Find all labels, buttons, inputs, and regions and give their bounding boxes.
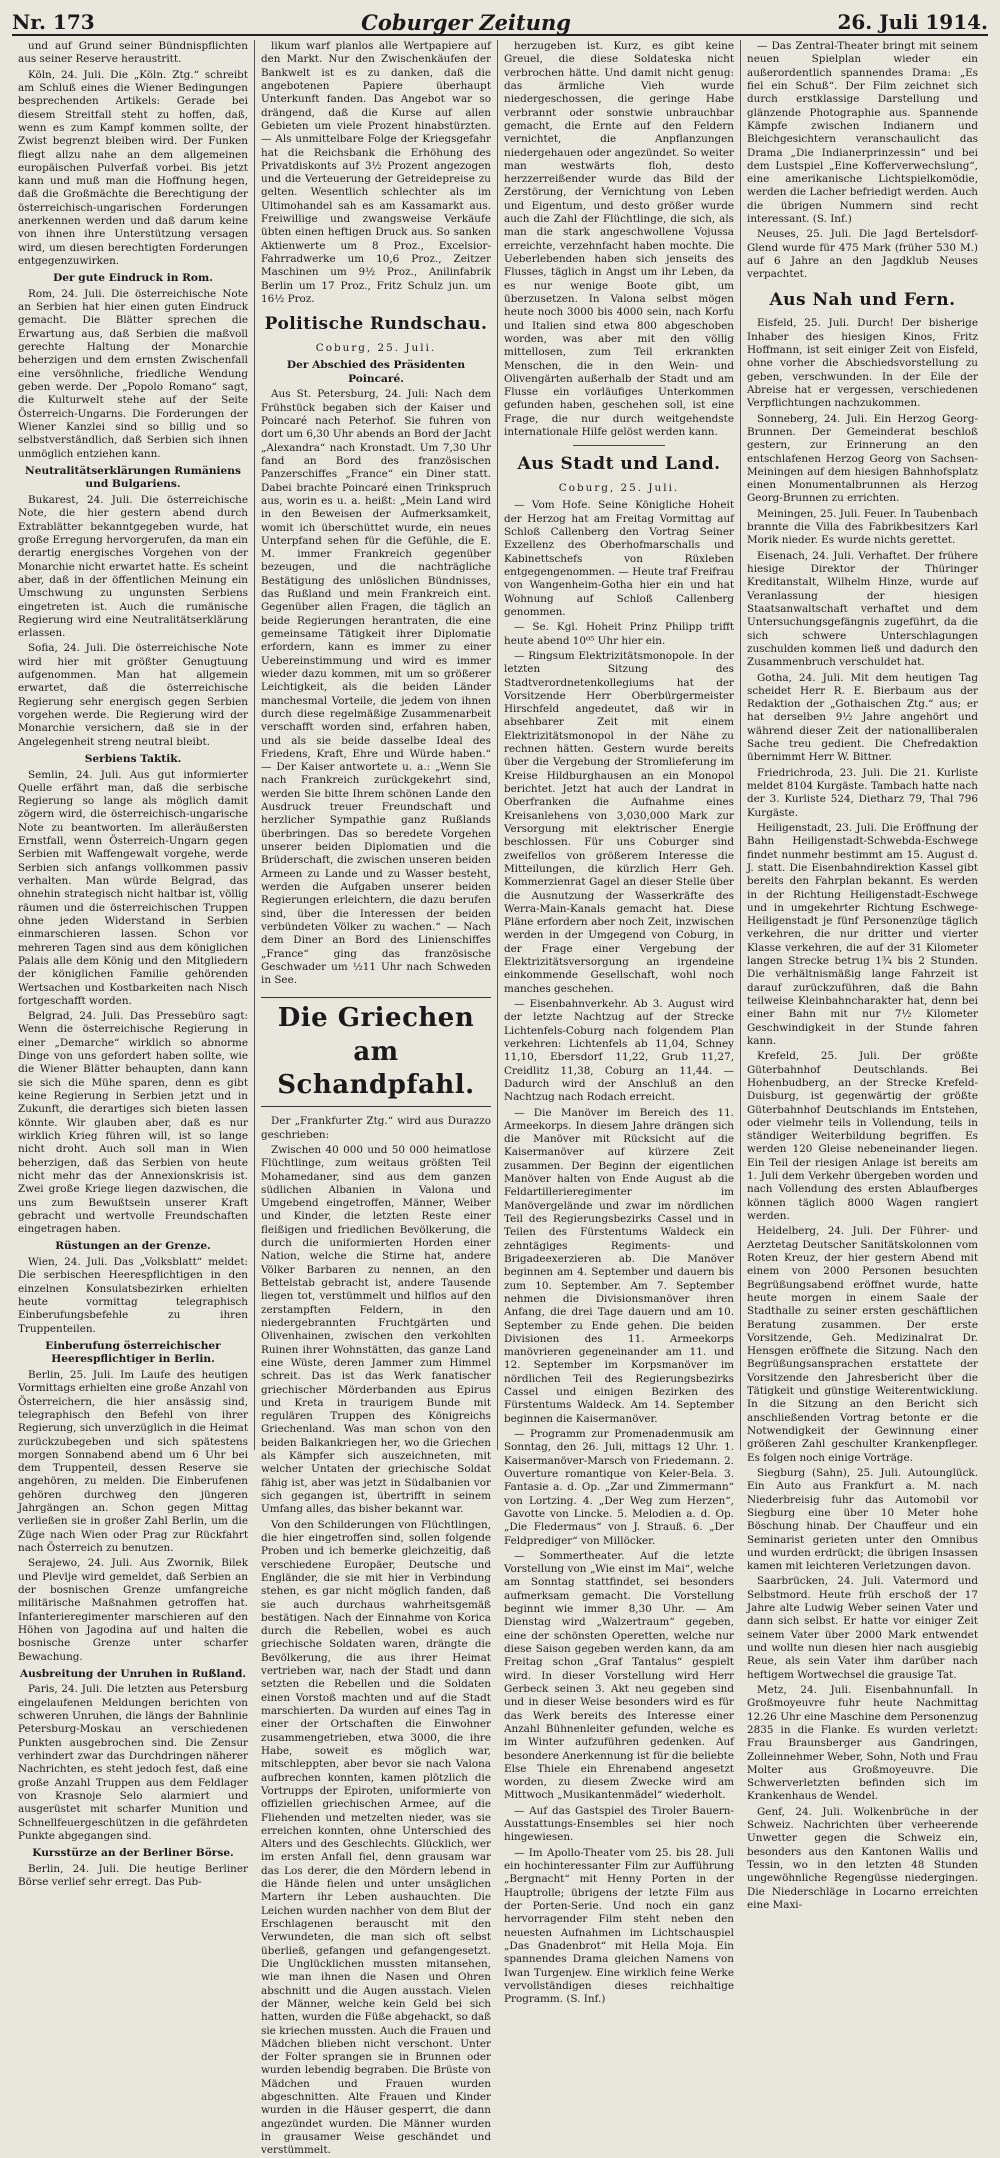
column-2 [255,40,498,2157]
major-headline: Die Griechen am Schandpfahl. [261,997,491,1107]
article-paragraph: Aus St. Petersburg, 24. Juli: Nach dem Frühstück begaben sich der Kaiser und Poincaré nach Peterhof. Sie fuhren von dort um 6,30 Uhr abends an Bord der Jacht „Alexandra“ nach Kronstadt. Um 7,30 Uhr fand an Bord des französischen Panzerschiffes „France“ ein Diner statt. Dabei brachte Poincaré einen Trinkspruch aus, worin es u. a. heißt: „Mein Land wird in den Beweisen der Aufmerksamkeit, womit ich überschüttet wurde, ein neues Unterpfand sehen für die Gefühle, die E. M. immer Frankreich gegenüber bezeugen, und die nachträgliche Bestätigung des unlöslichen Bündnisses, das Rußland und mein Frankreich eint. Gegenüber allen Fragen, die täglich an beide Regierungen herantraten, die eine gemeinsame Tätigkeit ihrer Diplomatie erfordern, kann es immer zu einer Uebereinstimmung und wird es immer wieder dazu kommen, mit um so größerer Leichtigkeit, als die beiden Länder manchesmal Vorteile, die jedem von ihnen durch diese regelmäßige Zusammenarbeit verschafft worden sind, erfahren haben, und als sie beide dasselbe Ideal des Friedens, Kraft, Ehre und Würde haben.“ — Der Kaiser antwortete u. a.: „Wenn Sie nach Frankreich zurückgekehrt sind, werden Sie bitte Ihrem schönen Lande den Ausdruck treuer Freundschaft und herzlicher Sympathie ganz Rußlands überbringen. Das so beredete Vorgehen unserer beiden Diplomatien und die Brüderschaft, die zwischen unseren beiden Armeen zu Lande und zu Wasser besteht, werden die Aufgaben unserer beiden Regierungen erleichtern, die dazu berufen sind, über die Interessen der beiden verbündeten Völker zu wachen.“ — Nach dem Diner an Bord des Linienschiffes „France“ ging das französische Geschwader um ½11 Uhr nach Schweden in See. [261,388,491,987]
column-container [12,40,988,2157]
article-paragraph: Gotha, 24. Juli. Mit dem heutigen Tag scheidet Herr R. E. Bierbaum aus der Redaktion der „Gothaischen Ztg.“ aus; er hat derselben 9½ Jahre angehört und während dieser Zeit der nationalliberalen Sache treu gedient. Die Chefredaktion übernimmt Herr W. Bittner. [747,671,978,764]
article-paragraph: Belgrad, 24. Juli. Das Pressebüro sagt: Wenn die österreichische Regierung in einer „Demarche“ wirklich so abnorme Dinge von uns gefordert haben sollte, wie die Wiener Blätter behaupten, dann kann sie sich die Mühe sparen, denn es gibt keine Regierung in Serbien jetzt und in Zukunft, die derartiges sich bieten lassen könnte. Wir glauben aber, daß es nur wirklich Krieg führen will, ist so lange nicht droht. Auch soll man in Wien beherzigen, daß das Serbien von heute nicht mehr das der Annexionskrisis ist. Zwei große Kriege liegen dazwischen, die uns zum Bewußtsein unserer Kraft gebracht und wertvolle Freundschaften eingetragen haben. [18,1010,248,1236]
article-paragraph: Sofia, 24. Juli. Die österreichische Note wird hier mit größter Genugtuung aufgenommen. Man hat allgemein erwartet, daß die österreichische Regierung sehr energisch gegen Serbien vorgehen werde. Die Regierung wird der Monarchie versichern, daß sie in der Angelegenheit streng neutral bleibt. [18,642,248,748]
newspaper-title: Coburger Zeitung [361,9,571,35]
section-heading: Aus Nah und Fern. [769,289,956,310]
section-heading: Aus Stadt und Land. [517,454,721,475]
article-paragraph: Heidelberg, 24. Juli. Der Führer- und Aerztetag Deutscher Sanitätskolonnen vom Roten Kreuz, der hier gestern Abend mit einem von 2000 Personen besuchten Begrüßungsabend eröffnet wurde, hatte heute morgen in einem Saale der Stadthalle zu seiner ersten geschäftlichen Beratung zusammen. Der erste Vorsitzende, Geh. Medizinalrat Dr. Hensgen eröffnete die Sitzung. Nach den Begrüßungsansprachen erstattete der Vorsitzende den Jahresbericht über die Tätigkeit und günstige Weiterentwicklung. In die Sitzung an den Bericht sich anschließenden Vortrag betonte er die Notwendigkeit der Gewinnung einer größeren Zahl geschulter Krankenpfleger. Es folgen noch einige Vorträge. [747,1225,978,1464]
section-heading: Politische Rundschau. [264,314,488,335]
article-paragraph: Bukarest, 24. Juli. Die österreichische Note, die hier gestern abend durch Extrablätter bekanntgegeben wurde, hat große Erregung hervorgerufen, da man ein derartig energisches Vorgehen von der Monarchie nicht erwartet hatte. Es scheint aber, daß in der öffentlichen Meinung ein Umschwung zu ungunsten Serbiens eingetreten ist. Auch die rumänische Regierung wird eine Neutralitätserklärung erlassen. [18,494,248,640]
article-paragraph: — Vom Hofe. Seine Königliche Hoheit der Herzog hat am Freitag Vormittag auf Schloß Callenberg den Vortrag Seiner Exzellenz des Oberhofmarschalls und Kabinettschefs von Rüxleben entgegengenommen. — Heute traf Freifrau von Wangenheim-Gotha hier ein und hat Wohnung auf Schloß Callenberg genommen. [504,499,734,618]
article-heading: Der Abschied des Präsidenten Poincaré. [286,359,466,385]
article-paragraph: herzugeben ist. Kurz, es gibt keine Greuel, die diese Soldateska nicht verbrochen hätte. Und damit nicht genug: das ärmliche Vieh wurde niedergeschossen, die geringe Habe verbrannt oder sonstwie unbrauchbar gemacht, die Ernte auf den Feldern vernichtet, die Anpflanzungen niedergehauen oder angezündet. So weiter man westwärts floh, desto herzzerreißender wurde das Bild der Zerstörung, der Vernichtung von Leben und Eigentum, und desto größer wurde auch die Zahl der Flüchtlinge, die sich, als man die stark angeschwollene Vojussa erreichte, verzehnfacht haben mochte. Die Ueberlebenden haben sich jenseits des Flusses, täglich in Angst um ihr Leben, da es nur wenige Boote gibt, um überzusetzen. In Valona selbst mögen heute noch 3000 bis 4000 sein, nach Korfu und Italien sind etwa 800 abgeschoben worden, was aber mit den völlig mittellosen, zum Teil erkrankten Menschen, die in den Wein- und Olivengärten außerhalb der Stadt und am Flusse ein vorläufiges Unterkommen gefunden haben, geschehen soll, ist eine Frage, die nur durch weitgehendste internationale Hilfe gelöst werden kann. [504,40,734,439]
article-paragraph: — Im Apollo-Theater vom 25. bis 28. Juli ein hochinteressanter Film zur Aufführung „Bergnacht“ mit Henny Porten in der Hauptrolle; übrigens der letzte Film aus der Porten-Serie. Und noch ein ganz hervorragender Film steht neben den neuesten Aufnahmen im Lichtschauspiel „Das Gnadenbrot“ mit Hella Moja. Ein spannendes Drama gleichen Namens von Iwan Turgenjew. Eine wirklich feine Werke vervollständigen dieses reichhaltige Programm. (S. Inf.) [504,1846,734,2006]
column-4 [741,40,984,1911]
article-paragraph: Metz, 24. Juli. Eisenbahnunfall. In Großmoyeuvre fuhr heute Nachmittag 12.26 Uhr eine Maschine dem Personenzug 2835 in die Flanke. Es wurden verletzt: Frau Braunsberger aus Gandringen, Zolleinnehmer Weber, Sohn, Noth und Frau Molter aus Großmoyeuvre. Die Schwerverletzten befinden sich im Krankenhaus de Wendel. [747,1683,978,1803]
article-heading: Rüstungen an der Grenze. [55,1240,211,1253]
article-heading: Ausbreitung der Unruhen in Rußland. [19,1667,247,1680]
article-paragraph: Eisfeld, 25. Juli. Durch! Der bisherige Inhaber des hiesigen Kinos, Fritz Hoffmann, ist seit einiger Zeit von Eisfeld, ohne vorher die Abschiedsvorstellung zu geben, verschwunden. In der Eile der Abreise hat er vergessen, verschiedenen Verpflichtungen nachzukommen. [747,317,978,410]
column-3 [498,40,741,2006]
article-paragraph: Heiligenstadt, 23. Juli. Die Eröffnung der Bahn Heiligenstadt-Schwebda-Eschwege findet nunmehr bestimmt am 15. August d. J. statt. Die Eisenbahndirektion Kassel gibt bereits den Fahrplan bekannt. Es werden in der Richtung Heiligenstadt-Eschwege und in umgekehrter Richtung Eschwege-Heiligenstadt je fünf Personenzüge täglich verkehren, die nur dritter und vierter Klasse verkehren, die auf der 31 Kilometer langen Strecke betrug 1¾ bis 2 Stunden. Die verhältnismäßig lange Fahrzeit ist darauf zurückzuführen, daß die Bahn teilweise Kleinbahncharakter hat, denn bei einer Bahn mit nur 7½ Kilometer Geschwindigkeit in der Stunde fahren kann. [747,821,978,1047]
article-paragraph: Berlin, 25. Juli. Im Laufe des heutigen Vormittags erhielten eine große Anzahl von Österreichern, die hier ansässig sind, telegraphisch den Befehl von ihrer Regierung, sich unverzüglich in die Heimat zurückzubegeben und sich spätestens morgen Sonnabend abend um 6 Uhr bei dem Truppenteil, dessen Reserve sie angehören, zu melden. Die Einberufenen gehören durchweg den jüngeren Jahrgängen an. Schon gegen Mittag verließen sie in großer Zahl Berlin, um die Züge nach Wien oder Prag zur Rückfahrt nach Österreich zu benutzen. [18,1368,248,1555]
article-paragraph: Siegburg (Sahn), 25. Juli. Autounglück. Ein Auto aus Frankfurt a. M. nach Niederbreisig fuhr das Automobil vor Siegburg eine über 10 Meter hohe Böschung hinab. Der Chauffeur und ein Seminarist gerieten unter den Omnibus und wurden erdrückt; die übrigen Insassen kamen mit leichteren Verletzungen davon. [747,1466,978,1573]
article-paragraph: likum warf planlos alle Wertpapiere auf den Markt. Nur den Zwischenkäufen der Bankwelt ist es zu danken, daß die angebotenen Papiere überhaupt Unterkunft fanden. Das Angebot war so drängend, daß die Kurse auf allen Gebieten um viele Prozent hinabstürzten. — Als unmittelbare Folge der Kriegsgefahr hat die Reichsbank die Erhöhung des Privatdiskonts auf 3½ Prozent angezogen und die Verteuerung der Getreidepreise zu gelten. Wesentlich schlechter als im Ultimohandel sah es am Kassamarkt aus. Freiwillige und zwangsweise Verkäufe übten einen heftigen Druck aus. So sanken Aktienwerte um 8 Proz., Excelsior-Fahrradwerke um 10,6 Proz., Zeitzer Maschinen um 9½ Proz., Anilinfabrik Berlin um 17 Proz., Fritz Schulz jun. um 16½ Proz. [261,40,491,305]
article-paragraph: — Ringsum Elektrizitätsmonopole. In der letzten Sitzung des Stadtverordnetenkollegiums hat der Vorsitzende Herr Oberbürgermeister Hirschfeld angedeutet, daß wir in absehbarer Zeit mit einem Elektrizitätsmonopol in der Nähe zu rechnen hätten. Gestern wurde bereits über die Vergebung der Stromlieferung im Kreise Hildburghausen an ein Monopol berichtet. Jetzt hat auch der Landrat in Oberfranken die Aufnahme eines Kreisanlehens von 3,030,000 Mark zur Versorgung mit elektrischer Energie beschlossen. Für uns Coburger sind zweifellos von größerem Interesse die Mitteilungen, die kürzlich Herr Geh. Kommerzienrat Gagel an dieser Stelle über die Ausnutzung der Wasserkräfte des Werra-Main-Kanals gemacht hat. Diese Pläne erfordern aber noch Zeit, inzwischen werden in der Umgegend von Coburg, in der Frage einer Vergebung der Elektrizitätsversorgung an irgendeine einkommende Gesellschaft, wohl noch manches geschehen. [504,649,734,995]
article-paragraph: Meiningen, 25. Juli. Feuer. In Taubenbach brannte die Villa des Fabrikbesitzers Karl Morik nieder. Es wurde nichts gerettet. [747,507,978,547]
article-paragraph: Paris, 24. Juli. Die letzten aus Petersburg eingelaufenen Meldungen berichten von schweren Unruhen, die längs der Bahnlinie Petersburg-Moskau an verschiedenen Punkten ausgebrochen sind. Die Zensur verhindert zwar das Durchdringen näherer Nachrichten, es steht jedoch fest, daß eine große Anzahl Truppen aus dem Feldlager von Krasnoje Selo alarmiert und ausgerüstet mit scharfer Munition und Schnellfeuergeschützen in die gefährdeten Punkte abgegangen sind. [18,1683,248,1842]
article-paragraph: und auf Grund seiner Bündnispflichten aus seiner Reserve heraustritt. [18,40,248,66]
article-paragraph: Eisenach, 24. Juli. Verhaftet. Der frühere hiesige Direktor der Thüringer Kreditanstalt, Wilhelm Hinze, wurde auf Veranlassung der hiesigen Staatsanwaltschaft verhaftet und dem Untersuchungsgefängnis zugeführt, da die sich schwere Unterschlagungen zuschulden kommen ließ und dadurch den Zusammenbruch verschuldet hat. [747,549,978,669]
article-paragraph: Genf, 24. Juli. Wolkenbrüche in der Schweiz. Nachrichten über verheerende Unwetter gegen die Schweiz ein, besonders aus den Kantonen Wallis und Tessin, wo in den letzten 48 Stunden ungewöhnliche Regengüsse niedergingen. Die Niederschläge in Locarno erreichten eine Maxi- [747,1805,978,1911]
article-paragraph: Wien, 24. Juli. Das „Volksblatt“ meldet: Die serbischen Heerespflichtigen in den einzelnen Konsulatsbezirken erhielten heute vormittag telegraphisch Einberufungsbefehle zu ihren Truppenteilen. [18,1255,248,1335]
article-heading: Der gute Eindruck in Rom. [53,272,213,285]
article-paragraph: — Se. Kgl. Hoheit Prinz Philipp trifft heute abend 10⁰⁵ Uhr hier ein. [504,621,734,647]
article-paragraph: Rom, 24. Juli. Die österreichische Note an Serbien hat hier einen guten Eindruck gemacht. Die Blätter sprechen die Erwartung aus, daß Serbien die maßvoll gerechte Haltung der Monarchie beherzigen und dem ernsten Zwischenfall eine versöhnliche, friedliche Wendung geben werde. Der „Popolo Romano“ sagt, die Kulturwelt stehe auf der Seite Österreich-Ungarns. Die Forderungen der Wiener Kanzlei sind so billig und so selbstverständlich, daß Serbien sich ihnen unmöglich entziehen kann. [18,287,248,460]
article-paragraph: Der „Frankfurter Ztg.“ wird aus Durazzo geschrieben: [261,1115,491,1141]
article-paragraph: Neuses, 25. Juli. Die Jagd Bertelsdorf-Glend wurde für 475 Mark (früher 530 M.) auf 6 Jahre an den Jagdklub Neuses verpachtet. [747,228,978,281]
article-paragraph: — Auf das Gastspiel des Tiroler Bauern-Ausstattungs-Ensembles sei hier noch hingewiesen. [504,1804,734,1844]
article-heading: Neutralitätserklärungen Rumäniens und Bulgariens. [25,464,241,491]
article-heading: Einberufung österreichischer Heerespflichtiger in Berlin. [45,1339,221,1366]
divider-rule [573,445,665,446]
article-paragraph: Von den Schilderungen von Flüchtlingen, die hier eingetroffen sind, sollen folgende Proben und ich bemerke gleichzeitig, daß verschiedene Europäer, Deutsche und Engländer, die sie mit hier in Verbindung stehen, es gar nicht möglich fanden, daß sie auch durchaus wahrheitsgemäß bestätigen. Nach der Einnahme von Korica durch die Rebellen, wobei es auch griechische Soldaten waren, drängte die Bevölkerung, die aus ihrer Heimat vertrieben war, nach der Stadt und dann setzten die Rebellen und die Soldaten einen Vorstoß machten und auf die Stadt marschierten. Da wurden auf eines Tag in einer der Ortschaften die Einwohner zusammengetrieben, etwa 3000, die ihre Habe, soweit es möglich war, mitschleppten, aber bevor sie nach Valona aufbrechen konnten, kamen plötzlich die Vortrupps der Epiroten, uniformierte von offiziellen griechischen Armee, auf die Fliehenden und metzelten nieder, was sie erreichen konnten, ohne Unterschied des Alters und des Geschlechts. Glücklich, wer im ersten Anfall fiel, denn grausam war das Los derer, die den Mördern lebend in die Hände fielen und unter unsäglichen Martern ihr Leben aushauchten. Die Leichen wurden nachher von dem Blut der Erschlagenen berauscht mit den Verwundeten, die man sich oft selbst überließ, gefangen und gefangengesetzt. Die Unglücklichen mussten mitansehen, wie man ihnen die Nasen und Ohren abschnitt und die Augen ausstach. Vielen der Männer, welche kein Geld bei sich hatten, wurden die Füße abgehackt, so daß sie kriechen mussten. Auch die Frauen und Mädchen blieben nicht verschont. Unter der Folter sprangen sie in Brunnen oder wurden lebendig begraben. Die Brüste von Mädchen und Frauen wurden abgeschnitten. Alte Frauen und Kinder wurden in die Häuser gesperrt, die dann angezündet wurden. Die Männer wurden in grausamer Weise geschändet und verstümmelt. [261,1518,491,2157]
masthead [12,10,988,36]
article-heading: Kursstürze an der Berliner Börse. [32,1847,234,1860]
article-paragraph: Serajewo, 24. Juli. Aus Zwornik, Bilek und Plevlje wird gemeldet, daß Serbien an der bosnischen Grenze umfangreiche militärische Maßnahmen getroffen hat. Infanterieregimenter marschieren auf den Höhen von Jagodina auf und halten die bosnische Grenze unter scharfer Bewachung. [18,1557,248,1663]
article-paragraph: Berlin, 24. Juli. Die heutige Berliner Börse verlief sehr erregt. Das Pub- [18,1862,248,1888]
article-heading: Serbiens Taktik. [84,752,182,765]
article-paragraph: Sonneberg, 24. Juli. Ein Herzog Georg-Brunnen. Der Gemeinderat beschloß gestern, zur Erinnerung an den entschlafenen Herzog Georg von Sachsen-Meiningen auf dem hiesigen Bahnhofsplatz einen Monumentalbrunnen als Herzog Georg-Brunnen zu errichten. [747,412,978,505]
article-paragraph: — Das Zentral-Theater bringt mit seinem neuen Spielplan wieder ein außerordentlich spannendes Drama: „Es fiel ein Schuß“. Der Film zeichnet sich durch erstklassige Darstellung und glänzende Photographie aus. Spannende Kämpfe zwischen Indianern und Bleichgesichtern veranschaulicht das Drama „Die Indianerprinzessin“ und bei dem Lustspiel „Eine Kofferverwechslung“, eine amerikanische Lichtspielkomödie, werden die Lacher befriedigt werden. Auch die übrigen Nummern sind recht interessant. (S. Inf.) [747,40,978,226]
article-paragraph: Saarbrücken, 24. Juli. Vatermord und Selbstmord. Heute früh erschoß der 17 Jahre alte Ludwig Weber seinen Vater und dann sich selbst. Er hatte vor einiger Zeit seinem Vater über 2000 Mark entwendet und wollte nun diesen hier nach ausgiebig Reue, als sein Vater ihm darüber nach heftigem Wortwechsel die grausige Tat. [747,1575,978,1681]
article-paragraph: Semlin, 24. Juli. Aus gut informierter Quelle erfährt man, daß die serbische Regierung so lange als möglich damit zögern wird, die österreichisch-ungarische Note zu beantworten. Im alleräußersten Ernstfall, wenn Österreich-Ungarn gegen Serbien mit Waffengewalt vorgehe, werde Serbien sich anfangs vollkommen passiv verhalten. Man würde Belgrad, das ohnehin strategisch nicht haltbar ist, völlig räumen und die österreichischen Truppen ohne jeden Widerstand in Serbien einmarschieren lassen. Schon vor mehreren Tagen sind aus dem königlichen Palais alle dem König und den Mitgliedern der königlichen Familie gehörenden Wertsachen und Kostbarkeiten nach Nisch fortgeschafft worden. [18,768,248,1007]
dateline: Coburg, 25. Juli. [315,342,437,354]
column-1 [12,40,255,1888]
article-paragraph: — Die Manöver im Bereich des 11. Armeekorps. In diesem Jahre drängen sich die Manöver mit Rücksicht auf die Kaisermanöver auf kürzere Zeit zusammen. Der Beginn der eigentlichen Manöver halten von Ende August ab die Feldartillerieregimenter im Manövergelände und zwar im nördlichen Teil des Regierungsbezirks Cassel und in Teilen des Fürstentums Waldeck ein zehntägiges Regiments- und Brigadeexerzieren ab. Die Manöver beginnen am 4. September und dauern bis zum 10. September. Am 7. September nehmen die Divisionsmanöver ihren Anfang, die drei Tage dauern und am 10. September zu Ende gehen. Die beiden Divisionen des 11. Armeekorps manövrieren gegeneinander am 11. und 12. September im Korpsmanöver im nördlichen Teil des Regierungsbezirks Cassel und einigen Bezirken des Fürstentums Waldeck. Am 14. September beginnen die Kaisermanöver. [504,1106,734,1425]
article-paragraph: Krefeld, 25. Juli. Der größte Güterbahnhof Deutschlands. Bei Hohenbudberg, an der Strecke Krefeld-Duisburg, ist gegenwärtig der größte Güterbahnhof Deutschlands im Entstehen, oder vielmehr teils in Vollendung, teils in ständiger Weiterbildung begriffen. Es werden 120 Gleise nebeneinander liegen. Ein Teil der riesigen Anlage ist bereits am 1. Juli dem Verkehr übergeben worden und nach Vollendung des ersten Ablaufberges können täglich 8000 Wagen rangiert werden. [747,1050,978,1222]
article-paragraph: Zwischen 40 000 und 50 000 heimatlose Flüchtlinge, zum weitaus größten Teil Mohamedaner, sind aus dem ganzen südlichen Albanien in Valona und Umgebend eingetroffen, Männer, Weiber und Kinder, die letzten Reste einer fleißigen und friedlichen Bevölkerung, die durch die uniformierten Horden einer Nation, welche die Stirne hat, andere Völker Barbaren zu nennen, an den Bettelstab gebracht ist, andere Tausende liegen tot, verstümmelt und hilflos auf den zerstampften Feldern, in den niedergebrannten Fruchtgärten und Olivenhainen, zwischen den verkohlten Ruinen ihrer Wohnstätten, das ganze Land eine Wüste, deren Jammer zum Himmel schreit. Das ist das Werk fanatischer griechischer Mörderbanden aus Epirus und Kreta in traurigem Bunde mit regulären Truppen des Königreichs Griechenland. Was man schon von den beiden Balkankriegen her, wo die Griechen als Kämpfer sich auszeichneten, mit welcher Untaten der griechische Soldat fähig ist, aber was jetzt in Südalbanien vor sich gegangen ist, übertrifft in seinem Umfang alles, das bisher bekannt war. [261,1143,491,1516]
dateline: Coburg, 25. Juli. [558,482,680,495]
issue-number: Nr. 173 [12,10,95,34]
article-paragraph: Köln, 24. Juli. Die „Köln. Ztg.“ schreibt am Schluß eines die Wiener Bedingungen besprechenden Artikels: Gerade bei diesem Streitfall steht zu hoffen, daß, wenn es zum Kampf kommen sollte, der Zwist begrenzt bleiben wird. Der Funken fliegt allzu nahe an dem allgemeinen europäischen Pulverfaß vorbei. Bis jetzt kann und muß man die Hoffnung hegen, daß die Großmächte die Berechtigung der österreichisch-ungarischen Forderungen anerkennen werden und daß darum keine von ihnen ihre Unterstützung versagen wird, um diesen berechtigten Forderungen entgegenzuwirken. [18,68,248,267]
article-paragraph: — Sommertheater. Auf die letzte Vorstellung von „Wie einst im Mai“, welche am Sonntag stattfindet, sei besonders aufmerksam gemacht. Die Vorstellung beginnt wie immer 8,30 Uhr. — Am Dienstag wird „Walzertraum“ gegeben, eine der schönsten Operetten, welche nur diese Saison gegeben werden kann, da am Freitag schon „Graf Tantalus“ gespielt wird. In dieser Vorstellung wird Herr Gerbeck seinen 3. Akt neu gegeben sind und in dieser Weise besonders wird es für das Werk bereits des Interesse einer Anzahl Bühnenleiter gefunden, welche es im Winter aufzuführen gedenken. Auf besondere Anerkennung ist für die beliebte Else Thiele ein Ehrenabend angesetzt worden, zu diesem Zwecke wird am Mittwoch „Musikantenmädel“ wiederholt. [504,1549,734,1802]
article-paragraph: Friedrichroda, 23. Juli. Die 21. Kurliste meldet 8104 Kurgäste. Tambach hatte nach der 3. Kurliste 524, Dietharz 79, Thal 796 Kurgäste. [747,766,978,819]
issue-date: 26. Juli 1914. [837,10,988,34]
article-paragraph: — Eisenbahnverkehr. Ab 3. August wird der letzte Nachtzug auf der Strecke Lichtenfels-Coburg nach folgendem Plan verkehren: Lichtenfels ab 11,04, Schney 11,10, Ebersdorf 11,22, Grub 11,27, Creidlitz 11,38, Coburg an 11,44. — Dadurch wird der Anschluß an den Nachtzug nach Rodach erreicht. [504,998,734,1104]
article-paragraph: — Programm zur Promenadenmusik am Sonntag, den 26. Juli, mittags 12 Uhr. 1. Kaisermanöver-Marsch von Friedemann. 2. Ouverture romantique von Keler-Bela. 3. Fantasie a. d. Op. „Zar und Zimmermann“ von Lortzing. 4. „Der Weg zum Herzen“, Gavotte von Lincke. 5. Melodien a. d. Op. „Die Fledermaus“ von J. Strauß. 6. „Der Feldprediger“ von Millöcker. [504,1428,734,1547]
